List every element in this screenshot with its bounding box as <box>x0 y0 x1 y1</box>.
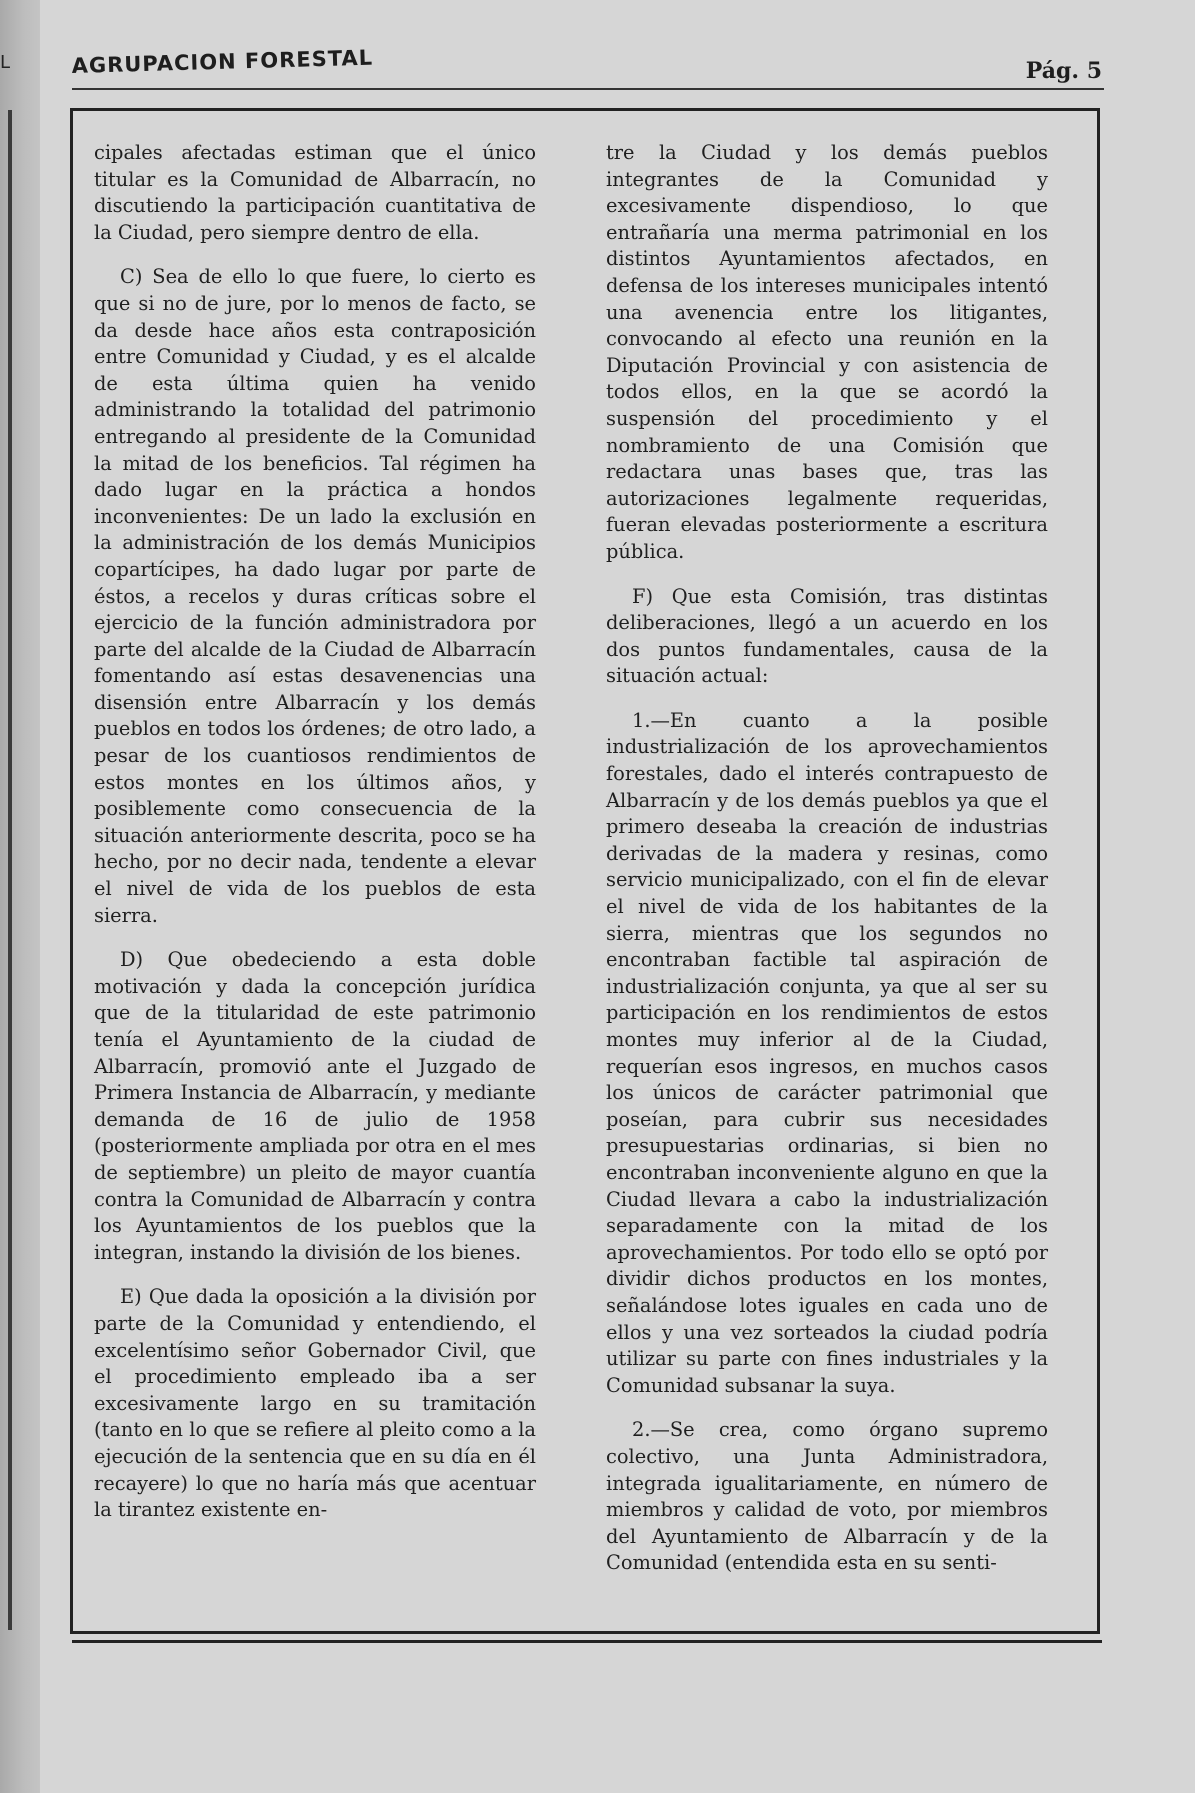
running-head <box>71 45 1102 90</box>
footer-rule <box>72 1640 1102 1643</box>
paragraph-b-continuation: cipales afectadas estiman que el único titular es la Comunidad de Albarracín, no discutiendo la participación cuantitativa de la Ciudad, pero siempre dentro de ella. <box>94 141 536 244</box>
binding-rule <box>8 110 12 1630</box>
margin-mark: L <box>0 52 11 73</box>
page-number: Pág. 5 <box>1025 58 1102 84</box>
paragraph-e: E) Que dada la oposición a la división por parte de la Comunidad y entendiendo, el excelentísimo señor Gobernador Civil, que el procedimiento empleado iba a ser excesivamente largo en su tramitación (tanto en lo que se refiere al pleito como a la ejecución de la sentencia que en su día en él recayere) lo que no haría más que acentuar la tirantez existente en- <box>94 1285 536 1522</box>
paragraph-f: F) Que esta Comisión, tras distintas deliberaciones, llegó a un acuerdo en los dos puntos fundamentales, causa de la situación actual: <box>606 584 1048 688</box>
paragraph-point-2: 2.—Se crea, como órgano supremo colectivo, una Junta Administradora, integrada igualitariamente, en número de miembros y calidad de voto, por miembros del Ayuntamiento de Albarracín y de la Comunidad (entendida esta en su senti- <box>606 1418 1048 1575</box>
right-column <box>606 140 1048 1595</box>
paragraph-point-1: 1.—En cuanto a la posible industrialización de los aprovechamientos forestales, dado el interés contrapuesto de Albarracín y de los demás pueblos ya que el primero deseaba la creación de industrias derivadas de la madera y resinas, como servicio municipalizado, con el fin de elevar el nivel de vida de los habitantes de la sierra, mientras que los segundos no encontraban factible tal aspiración de industrialización conjunta, ya que al ser su participación en los rendimientos de estos montes muy inferior al de la Ciudad, requerían esos ingresos, en muchos casos los únicos de carácter patrimonial que poseían, para cubrir sus necesidades presupuestarias ordinarias, si bien no encontraban inconveniente alguno en que la Ciudad llevara a cabo la industrialización separadamente con la mitad de los aprovechamientos. Por todo ello se optó por dividir dichos productos en los montes, señalándose lotes iguales en cada uno de ellos y una vez sorteados la ciudad podría utilizar su parte con fines industriales y la Comunidad subsanar la suya. <box>606 708 1048 1397</box>
left-column <box>94 140 536 1542</box>
journal-title: AGRUPACION FORESTAL <box>71 45 374 78</box>
paragraph-d: D) Que obedeciendo a esta doble motivación y dada la concepción jurídica que de la titularidad de este patrimonio tenía el Ayuntamiento de la ciudad de Albarracín, promovió ante el Juzgado de Primera Instancia de Albarracín, y mediante demanda de 16 de julio de 1958 (posteriormente ampliada por otra en el mes de septiembre) un pleito de mayor cuantía contra la Comunidad de Albarracín y contra los Ayuntamientos de los pueblos que la integran, instando la división de los bienes. <box>94 948 536 1264</box>
page-binding-edge <box>0 0 40 1793</box>
paragraph-e-continuation: tre la Ciudad y los demás pueblos integrantes de la Comunidad y excesivamente dispendioso, lo que entrañaría una merma patrimonial en los distintos Ayuntamientos afectados, en defensa de los intereses municipales intentó una avenencia entre los litigantes, convocando al efecto una reunión en la Diputación Provincial y con asistencia de todos ellos, en la que se acordó la suspensión del procedimiento y el nombramiento de una Comisión que redactara unas bases que, tras las autorizaciones legalmente requeridas, fueran elevadas posteriormente a escritura pública. <box>606 141 1048 563</box>
paragraph-c: C) Sea de ello lo que fuere, lo cierto es que si no de jure, por lo menos de facto, se da desde hace años esta contraposición entre Comunidad y Ciudad, y es el alcalde de esta última quien ha venido administrando la totalidad del patrimonio entregando al presidente de la Comunidad la mitad de los beneficios. Tal régimen ha dado lugar en la práctica a hondos inconvenientes: De un lado la exclusión en la administración de los demás Municipios copartícipes, ha dado lugar por parte de éstos, a recelos y duras críticas sobre el ejercicio de la función administradora por parte del alcalde de la Ciudad de Albarracín fomentando así estas desavenencias una disensión entre Albarracín y los demás pueblos en todos los órdenes; de otro lado, a pesar de los cuantiosos rendimientos de estos montes en los últimos años, y posiblemente como consecuencia de la situación anteriormente descrita, poco se ha hecho, por no decir nada, tendente a elevar el nivel de vida de los pueblos de esta sierra. <box>94 265 536 927</box>
header-rule <box>72 88 1104 90</box>
